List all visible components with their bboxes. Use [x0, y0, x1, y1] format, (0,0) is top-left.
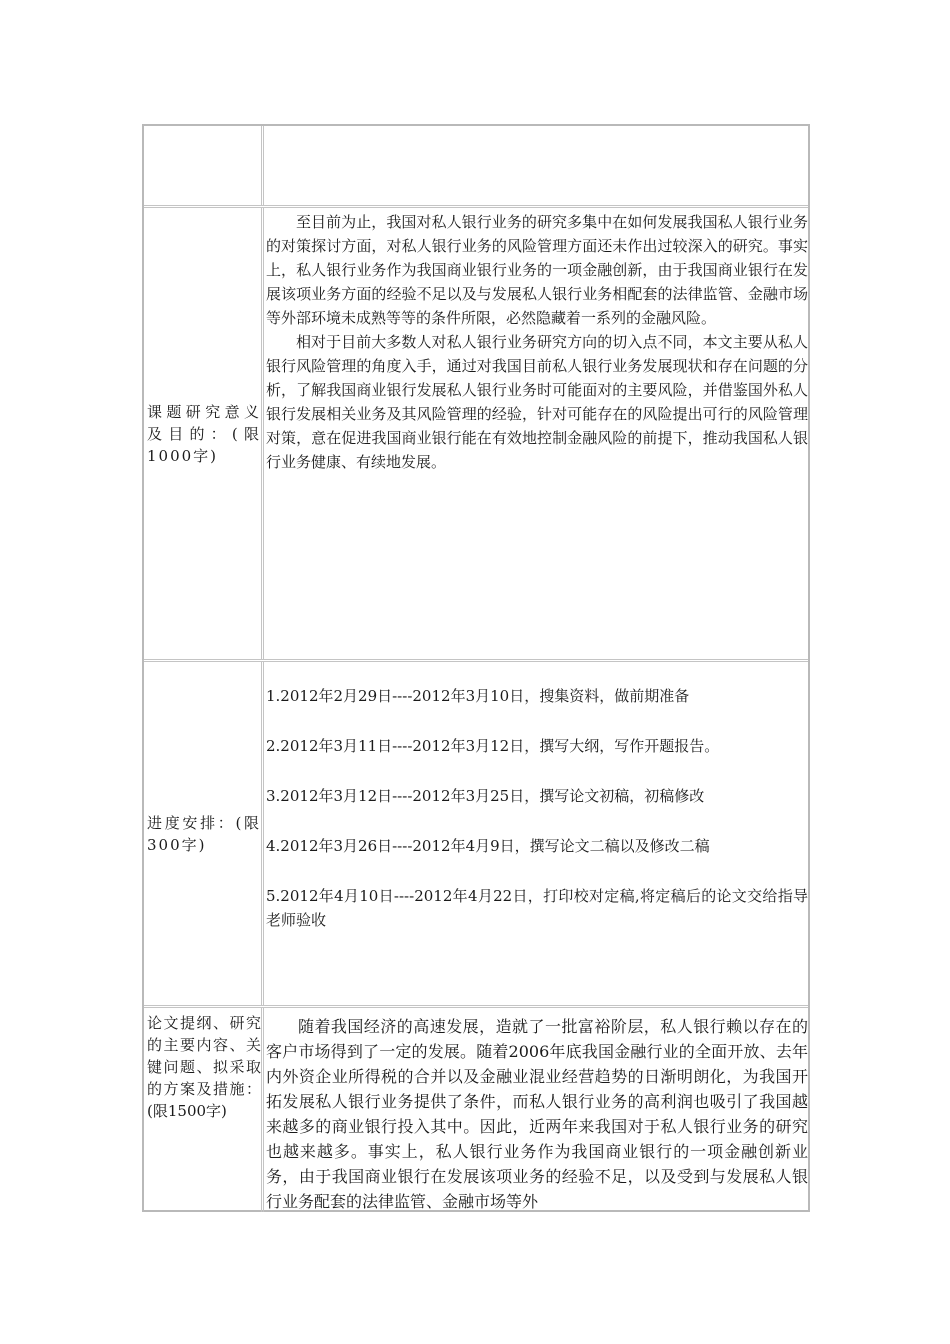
schedule-item: 2.2012年3月11日----2012年3月12日，撰写大纲，写作开题报告。	[266, 737, 720, 755]
row-label-blank	[144, 126, 264, 205]
outline-paragraph: 随着我国经济的高速发展，造就了一批富裕阶层，私人银行赖以存在的客户市场得到了一定的发展。随着2006年底我国金融行业的全面开放、去年内外资企业所得税的合并以及金融业混业经营趋势的日渐明朗化，为我国开拓发展私人银行业务提供了条件，而私人银行业务的高利润也吸引了我国越来越多的商业银行投入其中。因此，近两年来我国对于私人银行业务的研究也越来越多。事实上，私人银行业务作为我国商业银行的一项金融创新业务，由于我国商业银行在发展该项业务的经验不足，以及受到与发展私人银行业务配套的法律监管、金融市场等外	[266, 1017, 808, 1211]
significance-paragraph: 相对于目前大多数人对私人银行业务研究方向的切入点不同，本文主要从私人银行风险管理的角度入手，通过对我国目前私人银行业务发展现状和存在问题的分析，了解我国商业银行发展私人银行业务时可能面对的主要风险，并借鉴国外私人银行发展相关业务及其风险管理的经验，针对可能存在的风险提出可行的风险管理对策，意在促进我国商业银行能在有效地控制金融风险的前提下，推动我国私人银行业务健康、有续地发展。	[266, 333, 808, 471]
proposal-form-table	[142, 124, 810, 1212]
schedule-label: 进度安排：(限300字)	[147, 813, 261, 854]
table-row-outline	[144, 1008, 808, 1212]
row-label-outline	[144, 1008, 264, 1212]
table-row-schedule	[144, 662, 808, 1008]
schedule-item: 1.2012年2月29日----2012年3月10日，搜集资料，做前期准备	[266, 687, 690, 705]
significance-label: 课题研究意义及目的：(限1000字)	[147, 402, 261, 465]
row-label-significance	[144, 208, 264, 659]
row-content-blank	[264, 126, 808, 205]
row-content-schedule	[264, 662, 808, 1005]
schedule-item: 4.2012年3月26日----2012年4月9日，撰写论文二稿以及修改二稿	[266, 837, 710, 855]
row-label-schedule	[144, 662, 264, 1005]
row-content-outline	[264, 1008, 808, 1212]
significance-paragraph: 至目前为止，我国对私人银行业务的研究多集中在如何发展我国私人银行业务的对策探讨方面，对私人银行业务的风险管理方面还未作出过较深入的研究。事实上，私人银行业务作为我国商业银行业务的一项金融创新，由于我国商业银行在发展该项业务方面的经验不足以及与发展私人银行业务相配套的法律监管、金融市场等外部环境未成熟等等的条件所限，必然隐藏着一系列的金融风险。	[266, 213, 808, 327]
table-row-blank	[144, 126, 808, 208]
row-content-significance	[264, 208, 808, 659]
schedule-item: 5.2012年4月10日----2012年4月22日，打印校对定稿,将定稿后的论文交给指导老师验收	[266, 887, 808, 929]
outline-label: 论文提纲、研究的主要内容、关键问题、拟采取的方案及措施：(限1500字)	[147, 1014, 261, 1120]
schedule-item: 3.2012年3月12日----2012年3月25日，撰写论文初稿，初稿修改	[266, 787, 705, 805]
table-row-significance	[144, 208, 808, 662]
